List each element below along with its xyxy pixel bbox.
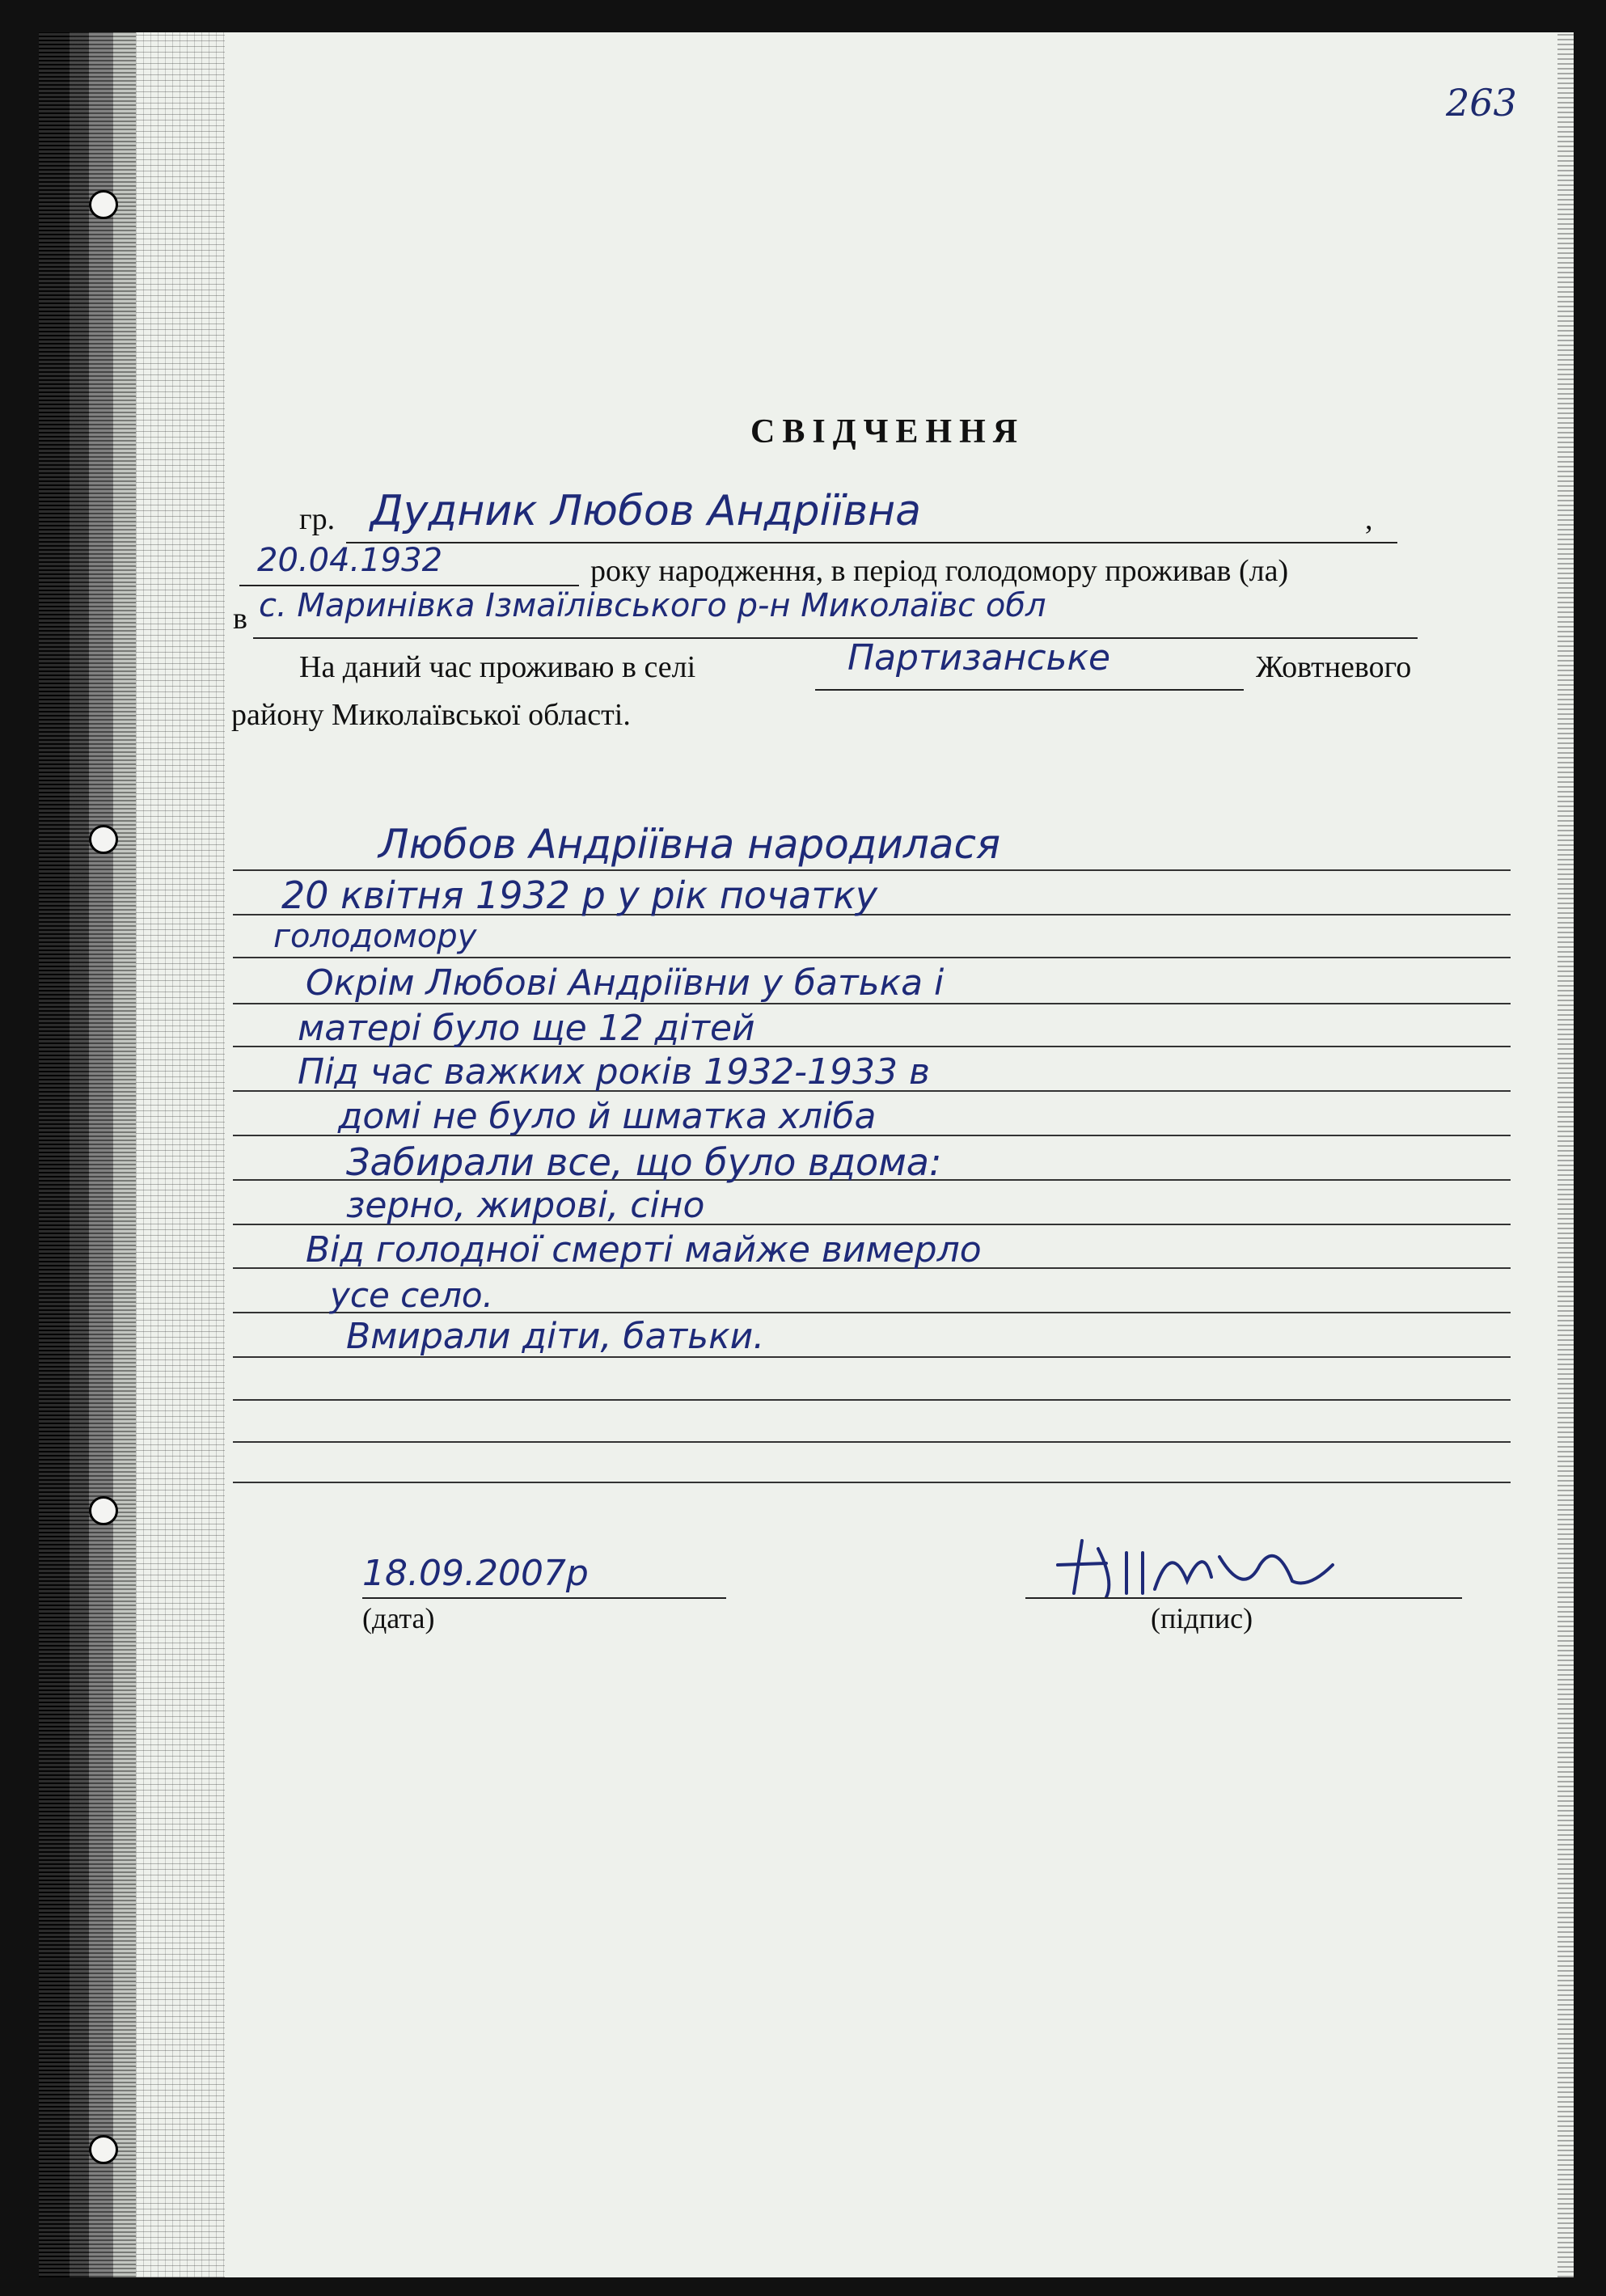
village-underline [815,689,1244,691]
testimony-line: Забирали все, що було вдома: [346,1140,942,1184]
testimony-line: Вмирали діти, батьки. [346,1316,765,1357]
birth-underline [239,585,579,586]
testimony-line: усе село. [330,1275,493,1315]
ruled-line [233,1441,1511,1443]
place-then: с. Маринівка Ізмаїлівського р-н Миколаївс обл [259,587,1046,624]
date-value: 18.09.2007р [362,1553,589,1594]
current-village: Партизанське [847,637,1111,679]
scan-noise [136,32,225,2277]
testimony-line: Любов Андріївна народилася [378,821,1001,868]
punch-hole [89,825,118,854]
name-underline [346,542,1397,543]
gr-label: гр. [299,502,336,536]
scan-edge [1557,32,1574,2277]
ruled-line [233,1399,1511,1401]
full-name: Дудник Любов Андріївна [370,487,921,535]
date-label: (дата) [362,1602,435,1634]
testimony-line: зерно, жирові, сіно [346,1185,705,1226]
current-prefix: На даний час проживаю в селі [299,650,696,684]
testimony-line: матері було ще 12 дітей [298,1008,755,1049]
region-text: району Миколаївської області. [231,698,631,732]
ruled-line [233,1482,1511,1483]
signature-underline [1025,1597,1462,1599]
ruled-line [233,869,1511,871]
testimony-line: Від голодної смерті майже вимерло [306,1229,982,1271]
testimony-line: 20 квітня 1932 р у рік початку [281,873,878,917]
place-underline [253,637,1418,639]
v-label: в [233,602,247,636]
document-title: СВІДЧЕННЯ [750,413,1025,450]
page-number: 263 [1446,81,1517,125]
date-underline [362,1597,726,1599]
testimony-line: Під час важких років 1932-1933 в [298,1051,930,1093]
ruled-line [233,957,1511,958]
document-page [39,32,1574,2277]
birth-suffix: року народження, в період голодомору проживав (ла) [590,554,1289,588]
punch-hole [89,190,118,219]
testimony-line: голодомору [273,918,477,955]
punch-hole [89,1496,118,1525]
current-suffix: Жовтневого [1256,650,1412,684]
testimony-line: домі не було й шматка хліба [338,1096,877,1137]
signature-label: (підпис) [1151,1602,1253,1634]
name-comma: , [1365,502,1373,536]
binding-strip [39,32,136,2277]
birth-date: 20.04.1932 [257,542,443,579]
punch-hole [89,2135,118,2164]
testimony-line: Окрім Любові Андріївни у батька і [306,962,945,1004]
signature-mark [1050,1533,1341,1605]
